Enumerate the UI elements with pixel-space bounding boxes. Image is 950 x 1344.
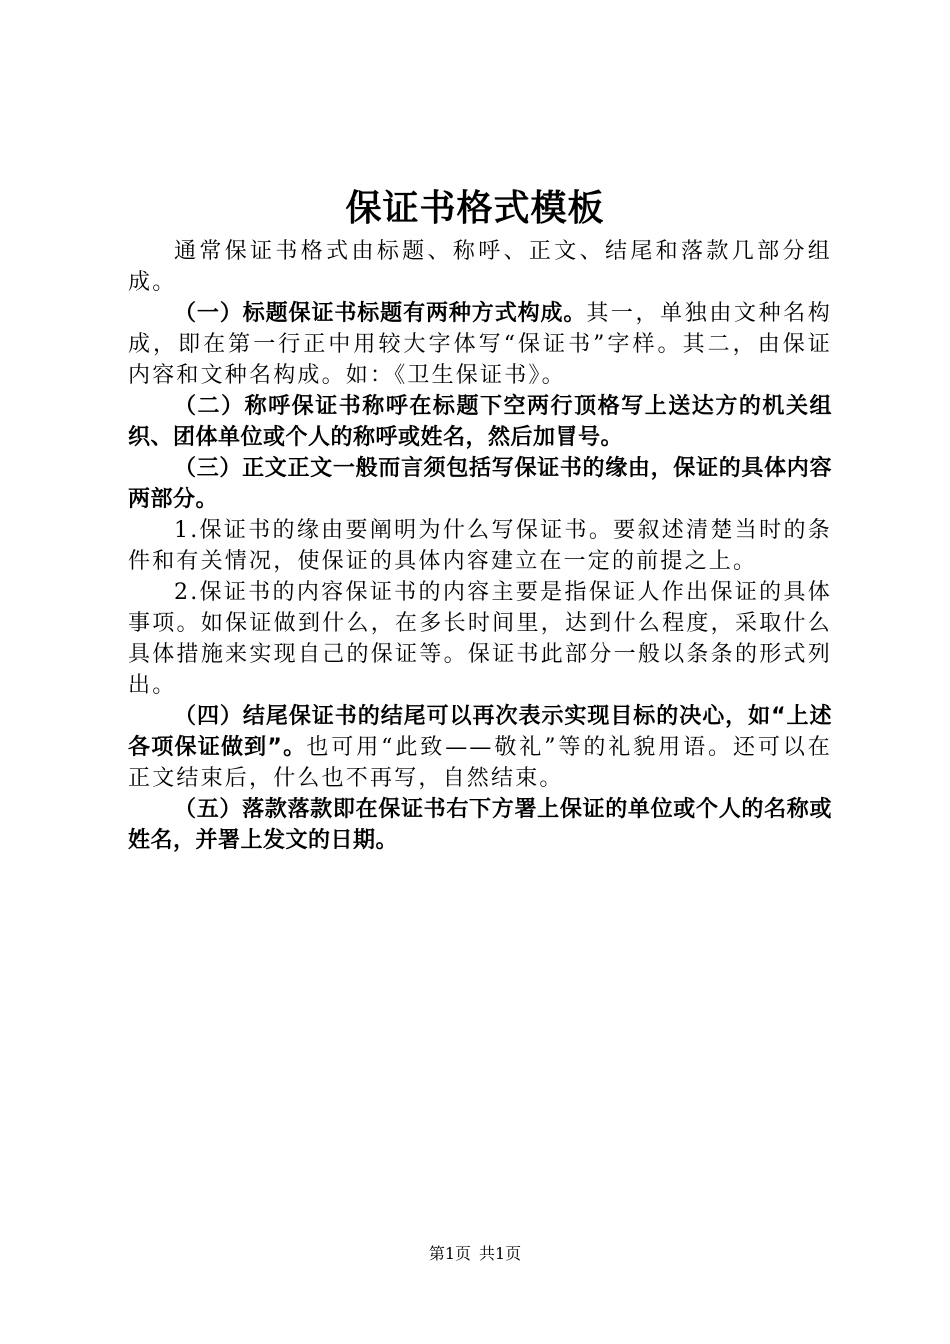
section-1-text: 其一，单独由文种名构成，即在第一行正中用较大字体写“保证书”字样。其二，由保证内容和文种名构成。如：《卫生保证书》。 (128, 301, 832, 388)
section-5-heading: （五）落款落款即在保证书右下方署上保证的单位或个人的名称或姓名，并署上发文的日期。 (128, 797, 832, 853)
section-1-heading: （一）标题保证书标题有两种方式构成。 (174, 301, 587, 326)
section-5-paragraph (128, 794, 832, 856)
section-3-paragraph (128, 453, 832, 515)
section-2-heading: （二）称呼保证书称呼在标题下空两行顶格写上送达方的机关组织、团体单位或个人的称呼或姓名，然后加冒号。 (128, 394, 832, 450)
section-2-paragraph (128, 391, 832, 453)
document-title: 保证书格式模板 (345, 187, 605, 229)
document-body (128, 236, 832, 856)
item-1-paragraph: 1.保证书的缘由要阐明为什么写保证书。要叙述清楚当时的条件和有关情况，使保证的具体内容建立在一定的前提之上。 (128, 518, 832, 574)
page-number: 第1页 (428, 1244, 471, 1263)
page-footer (0, 1244, 950, 1264)
page-total: 共1页 (479, 1244, 522, 1263)
section-4-heading: （四）结尾保证书的结尾可以再次表示实现目标的决心，如“上述各项保证做到”。 (128, 704, 832, 760)
section-3-heading: （三）正文正文一般而言须包括写保证书的缘由，保证的具体内容两部分。 (128, 456, 832, 512)
section-1-paragraph (128, 298, 832, 391)
section-4-paragraph (128, 701, 832, 794)
intro-paragraph: 通常保证书格式由标题、称呼、正文、结尾和落款几部分组成。 (128, 239, 832, 295)
item-2-paragraph: 2.保证书的内容保证书的内容主要是指保证人作出保证的具体事项。如保证做到什么，在多长时间里，达到什么程度，采取什么具体措施来实现自己的保证等。保证书此部分一般以条条的形式列出。 (128, 580, 832, 698)
section-4-text: 也可用“此致——敬礼”等的礼貌用语。还可以在正文结束后，什么也不再写，自然结束。 (128, 735, 832, 791)
